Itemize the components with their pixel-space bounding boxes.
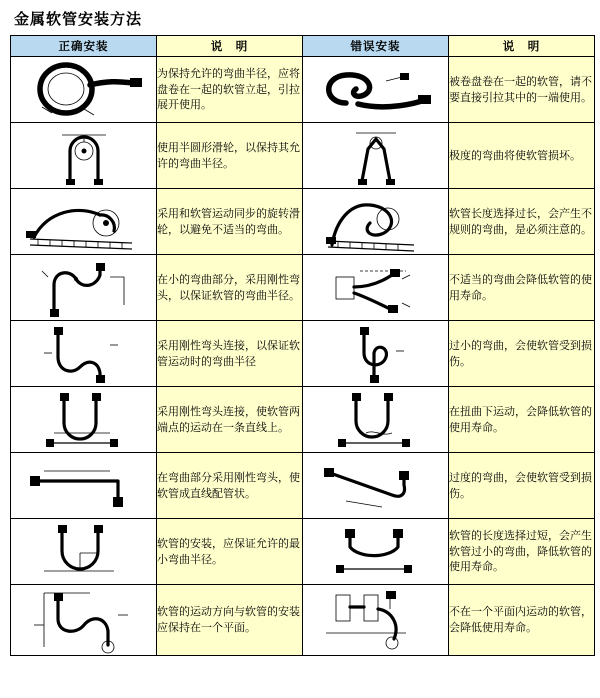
wrong-figure-cell	[303, 189, 449, 255]
sharp-bend-over-pulley-figure	[306, 125, 446, 187]
table-row	[11, 519, 595, 585]
wrong-figure-cell	[303, 321, 449, 387]
rigid-elbow-small-bend-figure	[14, 257, 154, 319]
same-plane-movement-figure	[14, 585, 154, 655]
table-row	[11, 255, 595, 321]
table-row	[11, 123, 595, 189]
header-wrong-install: 错误安装	[303, 36, 449, 57]
table-header	[11, 36, 595, 57]
correct-description-cell: 使用半圆形滑轮，以保持其允许的弯曲半径。	[157, 123, 303, 189]
improper-bend-shortens-life-figure	[306, 257, 446, 319]
u-bend-straight-line-figure	[14, 389, 154, 451]
correct-figure-cell	[11, 519, 157, 585]
table-header-row	[11, 36, 595, 57]
semicircular-sheave-figure	[14, 125, 154, 187]
torsion-motion-figure	[306, 389, 446, 451]
correct-description-cell: 采用和软管运动同步的旋转滑轮，以避免不适当的弯曲。	[157, 189, 303, 255]
wrong-description-cell: 在扭曲下运动，会降低软管的使用寿命。	[449, 387, 595, 453]
table-row	[11, 189, 595, 255]
correct-figure-cell	[11, 255, 157, 321]
header-wrong-description: 说 明	[449, 36, 595, 57]
excessive-bend-damage-figure	[306, 455, 446, 517]
wrong-figure-cell	[303, 453, 449, 519]
minimum-bend-radius-install-figure	[14, 521, 154, 583]
wrong-description-cell: 不在一个平面内运动的软管，会降低使用寿命。	[449, 585, 595, 656]
rigid-elbow-connection-figure	[14, 323, 154, 385]
wrong-description-cell: 过小的弯曲，会使软管受到损伤。	[449, 321, 595, 387]
correct-figure-cell	[11, 57, 157, 123]
correct-figure-cell	[11, 189, 157, 255]
correct-description-cell: 软管的运动方向与软管的安装应保持在一个平面。	[157, 585, 303, 656]
too-long-hose-small-bend-figure	[306, 521, 446, 583]
table-row	[11, 57, 595, 123]
wrong-description-cell: 不适当的弯曲会降低软管的使用寿命。	[449, 255, 595, 321]
wrong-figure-cell	[303, 57, 449, 123]
correct-description-cell: 软管的安装，应保证允许的最小弯曲半径。	[157, 519, 303, 585]
wrong-description-cell: 极度的弯曲将使软管损坏。	[449, 123, 595, 189]
correct-figure-cell	[11, 453, 157, 519]
correct-description-cell: 在弯曲部分采用刚性弯头，使软管成直线配管状。	[157, 453, 303, 519]
hose-installation-table	[10, 35, 595, 656]
coiled-hose-standing-figure	[14, 59, 154, 121]
too-small-bend-radius-figure	[306, 323, 446, 385]
wrong-description-cell: 过度的弯曲，会使软管受到损伤。	[449, 453, 595, 519]
too-long-hose-irregular-bend-figure	[306, 191, 446, 253]
straight-pipe-with-elbow-figure	[14, 455, 154, 517]
correct-figure-cell	[11, 387, 157, 453]
wrong-description-cell: 软管长度选择过长，会产生不规则的弯曲，是必须注意的。	[449, 189, 595, 255]
table-row	[11, 321, 595, 387]
table-body	[11, 57, 595, 656]
correct-figure-cell	[11, 321, 157, 387]
wrong-figure-cell	[303, 585, 449, 656]
wrong-figure-cell	[303, 123, 449, 189]
wrong-description-cell: 软管的长度选择过短，会产生软管过小的弯曲，降低软管的使用寿命。	[449, 519, 595, 585]
correct-description-cell: 采用刚性弯头连接，使软管两端点的运动在一条直线上。	[157, 387, 303, 453]
correct-description-cell: 为保持允许的弯曲半径，应将盘卷在一起的软管立起，引拉展开使用。	[157, 57, 303, 123]
table-row	[11, 387, 595, 453]
correct-figure-cell	[11, 585, 157, 656]
header-correct-install: 正确安装	[11, 36, 157, 57]
table-row	[11, 585, 595, 656]
table-row	[11, 453, 595, 519]
correct-description-cell: 在小的弯曲部分，采用刚性弯头，以保证软管的弯曲半径。	[157, 255, 303, 321]
wrong-figure-cell	[303, 387, 449, 453]
header-correct-description: 说 明	[157, 36, 303, 57]
wrong-description-cell: 被卷盘卷在一起的软管，请不要直接引拉其中的一端使用。	[449, 57, 595, 123]
page-title: 金属软管安装方法	[14, 10, 143, 28]
synchronized-rotating-sheave-figure	[14, 191, 154, 253]
coiled-hose-pulled-from-inside-figure	[306, 59, 446, 121]
correct-description-cell: 采用刚性弯头连接，以保证软管运动时的弯曲半径	[157, 321, 303, 387]
out-of-plane-movement-figure	[306, 585, 446, 655]
wrong-figure-cell	[303, 255, 449, 321]
wrong-figure-cell	[303, 519, 449, 585]
correct-figure-cell	[11, 123, 157, 189]
